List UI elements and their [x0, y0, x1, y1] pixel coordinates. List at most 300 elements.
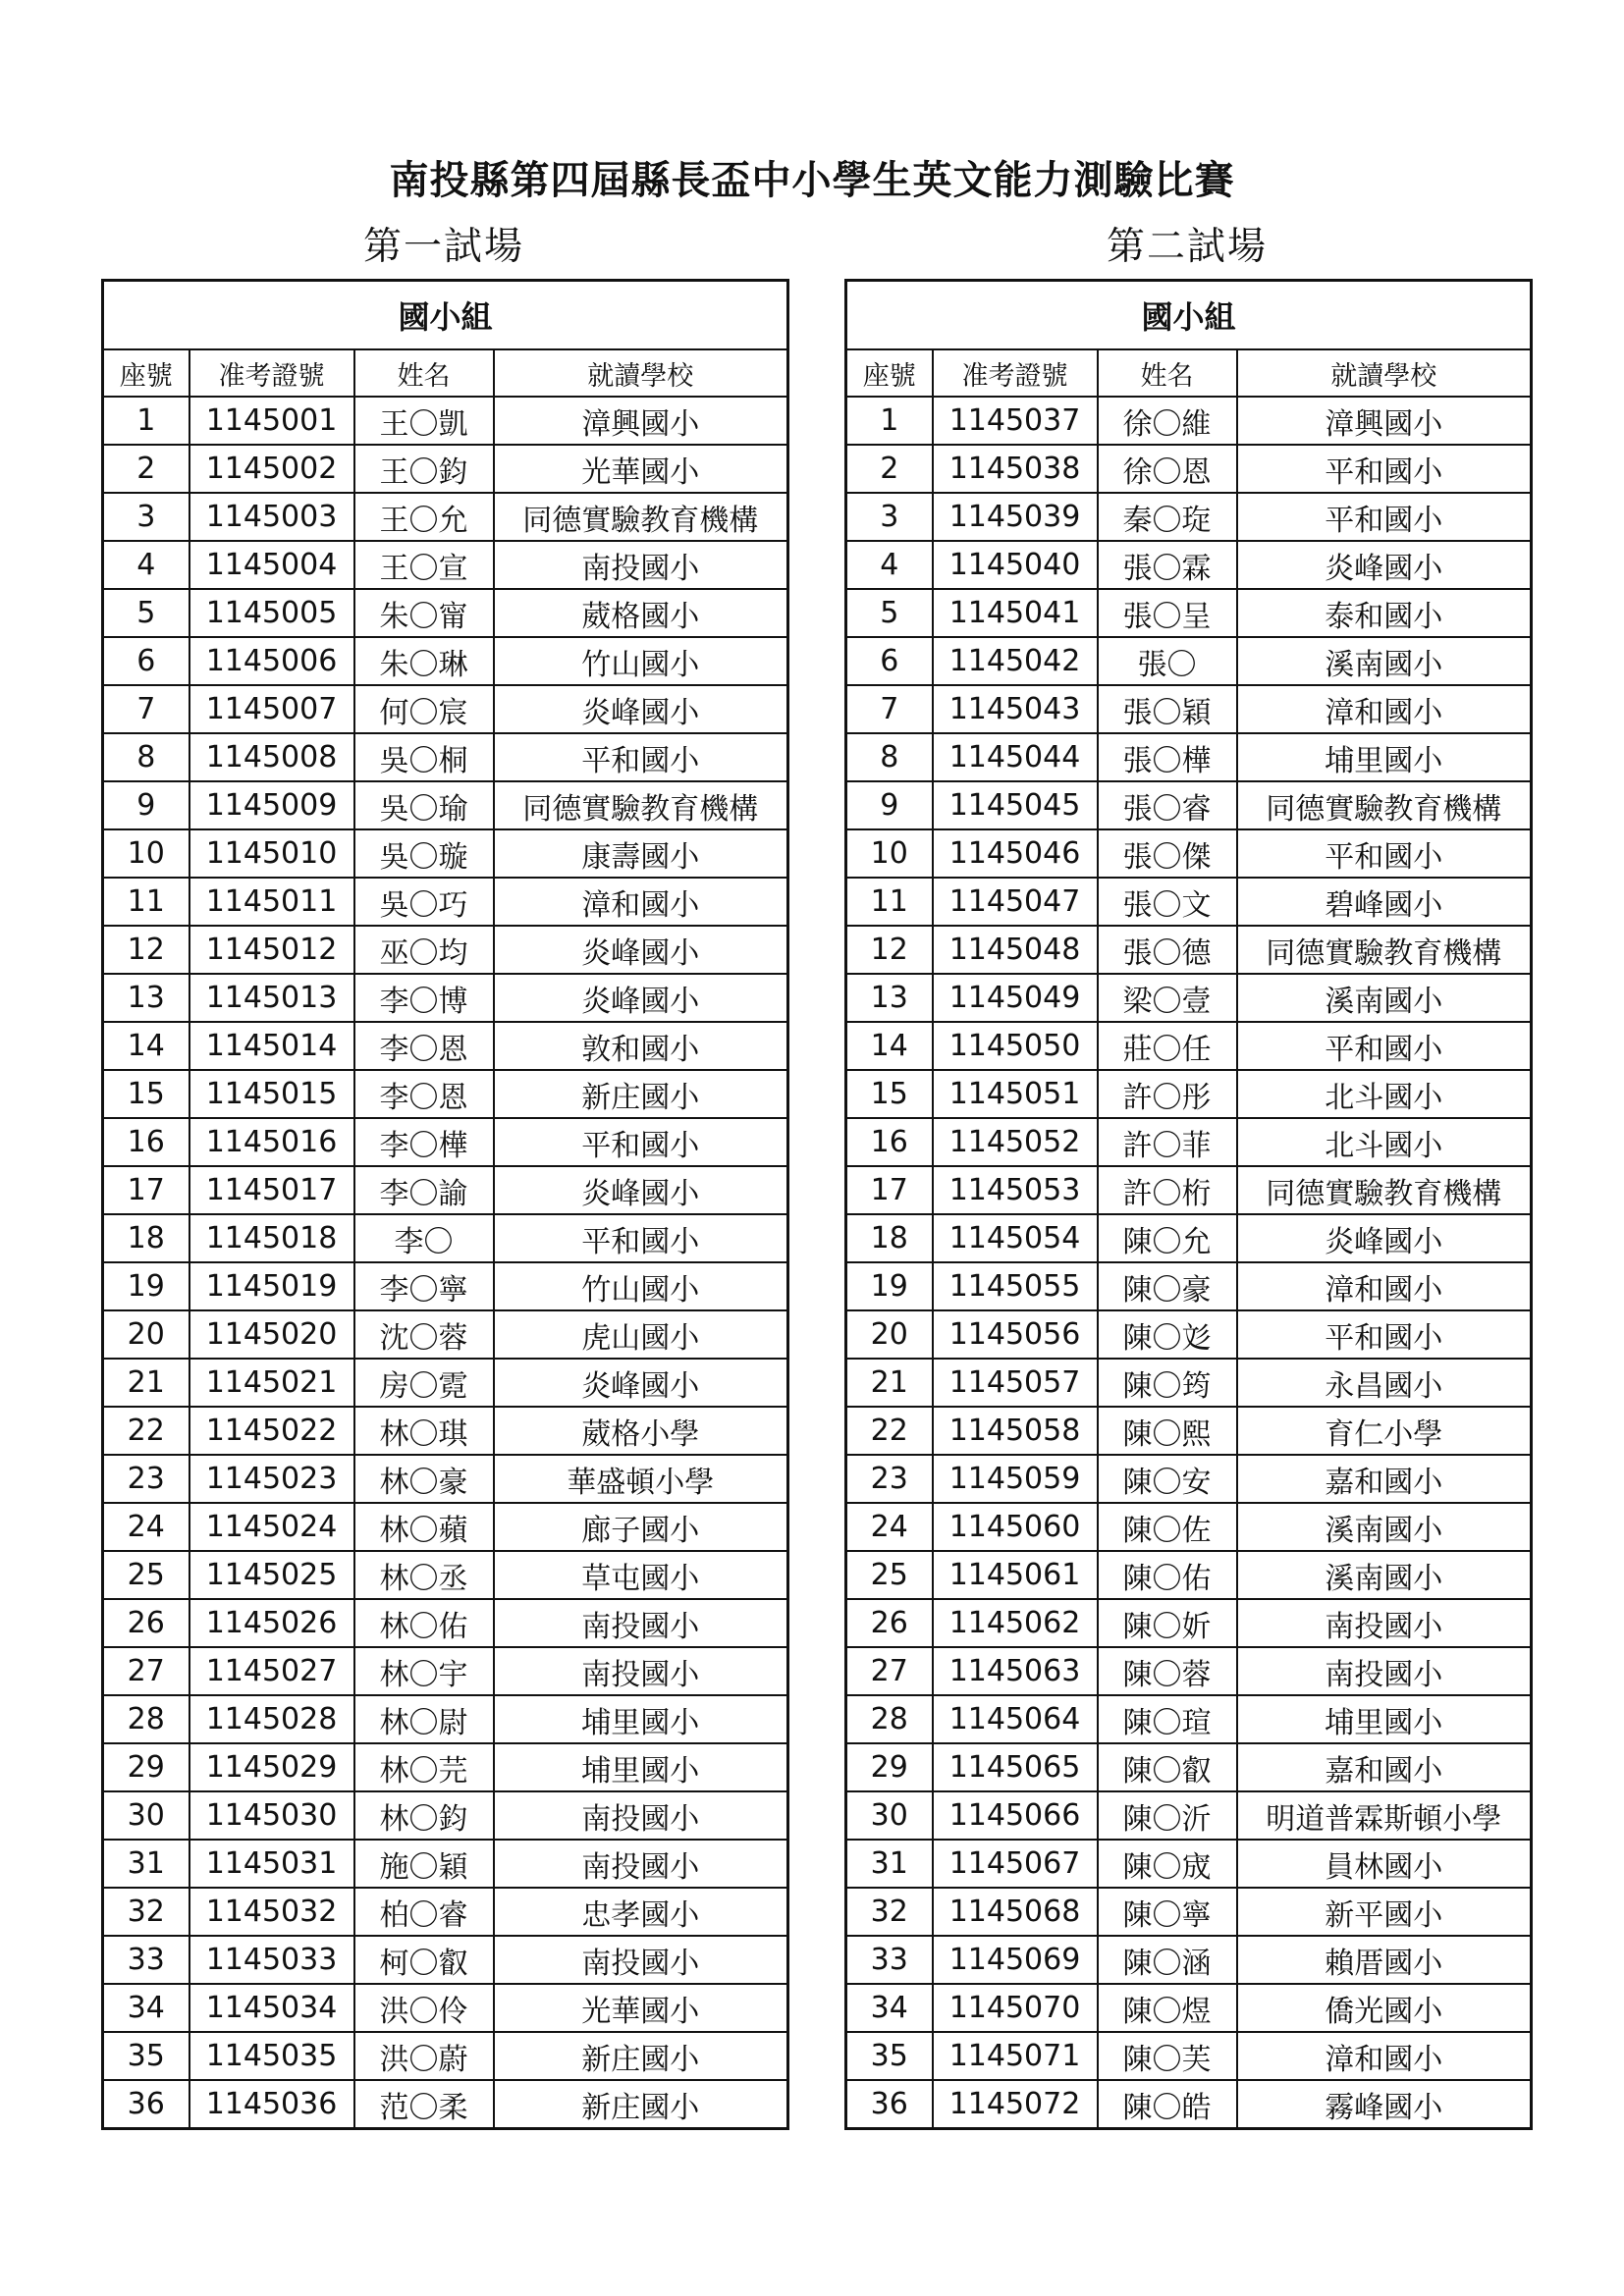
table-row — [103, 781, 788, 829]
exam-id-cell: 1145002 — [189, 445, 354, 493]
group-heading: 國小組 — [103, 281, 788, 350]
exam-id-cell: 1145005 — [189, 589, 354, 637]
school-cell: 溪南國小 — [1237, 637, 1532, 685]
table-row — [103, 1359, 788, 1407]
table-row — [846, 1647, 1532, 1695]
school-cell: 炎峰國小 — [494, 1166, 788, 1214]
seat-number-cell: 30 — [103, 1791, 189, 1840]
exam-id-cell: 1145006 — [189, 637, 354, 685]
table-row — [846, 637, 1532, 685]
student-name-cell: 許〇彤 — [1098, 1070, 1237, 1118]
school-cell: 漳和國小 — [1237, 2032, 1532, 2080]
table-row — [846, 1262, 1532, 1310]
school-cell: 廊子國小 — [494, 1503, 788, 1551]
seat-number-cell: 3 — [103, 493, 189, 541]
table-row — [846, 2080, 1532, 2129]
school-cell: 南投國小 — [1237, 1647, 1532, 1695]
table-row — [103, 2032, 788, 2080]
student-name-cell: 李〇諭 — [354, 1166, 494, 1214]
table-row — [103, 1503, 788, 1551]
table-row — [846, 781, 1532, 829]
table-row — [846, 1022, 1532, 1070]
table-row — [846, 974, 1532, 1022]
school-cell: 僑光國小 — [1237, 1984, 1532, 2032]
exam-id-cell: 1145021 — [189, 1359, 354, 1407]
student-name-cell: 張〇霖 — [1098, 541, 1237, 589]
table-row — [103, 1599, 788, 1647]
table-row — [846, 1310, 1532, 1359]
student-name-cell: 李〇寧 — [354, 1262, 494, 1310]
school-cell: 平和國小 — [494, 1118, 788, 1166]
exam-id-cell: 1145062 — [933, 1599, 1098, 1647]
exam-id-cell: 1145027 — [189, 1647, 354, 1695]
school-cell: 草屯國小 — [494, 1551, 788, 1599]
table-row — [103, 1070, 788, 1118]
student-name-cell: 張〇德 — [1098, 926, 1237, 974]
student-name-cell: 許〇菲 — [1098, 1118, 1237, 1166]
venue-1-table — [101, 279, 789, 2130]
student-name-cell: 何〇宸 — [354, 685, 494, 733]
exam-id-cell: 1145047 — [933, 878, 1098, 926]
table-row — [846, 733, 1532, 781]
seat-number-cell: 13 — [103, 974, 189, 1022]
school-cell: 埔里國小 — [494, 1743, 788, 1791]
table-row — [846, 1599, 1532, 1647]
seat-number-cell: 32 — [103, 1888, 189, 1936]
exam-id-cell: 1145028 — [189, 1695, 354, 1743]
exam-id-cell: 1145018 — [189, 1214, 354, 1262]
school-cell: 虎山國小 — [494, 1310, 788, 1359]
seat-number-cell: 8 — [103, 733, 189, 781]
school-cell: 漳興國小 — [1237, 397, 1532, 445]
seat-number-cell: 1 — [846, 397, 933, 445]
student-name-cell: 陳〇彣 — [1098, 1310, 1237, 1359]
student-name-cell: 徐〇維 — [1098, 397, 1237, 445]
exam-id-cell: 1145069 — [933, 1936, 1098, 1984]
seat-number-cell: 19 — [103, 1262, 189, 1310]
student-name-cell: 張〇 — [1098, 637, 1237, 685]
table-row — [103, 926, 788, 974]
seat-number-cell: 20 — [103, 1310, 189, 1359]
seat-number-cell: 21 — [846, 1359, 933, 1407]
exam-id-cell: 1145039 — [933, 493, 1098, 541]
student-name-cell: 李〇博 — [354, 974, 494, 1022]
student-name-cell: 王〇允 — [354, 493, 494, 541]
seat-number-cell: 20 — [846, 1310, 933, 1359]
school-cell: 南投國小 — [494, 541, 788, 589]
table-row — [846, 926, 1532, 974]
student-name-cell: 王〇宣 — [354, 541, 494, 589]
seat-number-cell: 32 — [846, 1888, 933, 1936]
table-row — [103, 1695, 788, 1743]
student-name-cell: 陳〇寧 — [1098, 1888, 1237, 1936]
column-header-seat: 座號 — [103, 349, 189, 397]
exam-id-cell: 1145041 — [933, 589, 1098, 637]
student-name-cell: 陳〇涵 — [1098, 1936, 1237, 1984]
table-row — [103, 1118, 788, 1166]
table-row — [103, 733, 788, 781]
table-row — [103, 1310, 788, 1359]
student-name-cell: 林〇宇 — [354, 1647, 494, 1695]
school-cell: 南投國小 — [494, 1791, 788, 1840]
student-name-cell: 陳〇熙 — [1098, 1407, 1237, 1455]
school-cell: 炎峰國小 — [494, 974, 788, 1022]
student-name-cell: 陳〇宬 — [1098, 1840, 1237, 1888]
table-row — [103, 445, 788, 493]
column-header-school: 就讀學校 — [1237, 349, 1532, 397]
school-cell: 竹山國小 — [494, 637, 788, 685]
exam-id-cell: 1145051 — [933, 1070, 1098, 1118]
exam-id-cell: 1145017 — [189, 1166, 354, 1214]
seat-number-cell: 11 — [846, 878, 933, 926]
exam-id-cell: 1145068 — [933, 1888, 1098, 1936]
table-row — [846, 2032, 1532, 2080]
exam-id-cell: 1145023 — [189, 1455, 354, 1503]
table-row — [103, 685, 788, 733]
student-name-cell: 房〇霓 — [354, 1359, 494, 1407]
student-name-cell: 張〇睿 — [1098, 781, 1237, 829]
exam-id-cell: 1145055 — [933, 1262, 1098, 1310]
exam-id-cell: 1145032 — [189, 1888, 354, 1936]
exam-id-cell: 1145009 — [189, 781, 354, 829]
seat-number-cell: 6 — [103, 637, 189, 685]
student-name-cell: 林〇鈞 — [354, 1791, 494, 1840]
student-name-cell: 柯〇叡 — [354, 1936, 494, 1984]
seat-number-cell: 23 — [103, 1455, 189, 1503]
exam-id-cell: 1145072 — [933, 2080, 1098, 2129]
school-cell: 炎峰國小 — [1237, 541, 1532, 589]
school-cell: 埔里國小 — [1237, 1695, 1532, 1743]
student-name-cell: 林〇丞 — [354, 1551, 494, 1599]
table-row — [846, 493, 1532, 541]
student-name-cell: 王〇鈞 — [354, 445, 494, 493]
exam-id-cell: 1145024 — [189, 1503, 354, 1551]
table-row — [846, 1118, 1532, 1166]
table-row — [846, 445, 1532, 493]
exam-id-cell: 1145007 — [189, 685, 354, 733]
table-row — [103, 589, 788, 637]
seat-number-cell: 24 — [103, 1503, 189, 1551]
seat-number-cell: 23 — [846, 1455, 933, 1503]
exam-id-cell: 1145014 — [189, 1022, 354, 1070]
seat-number-cell: 15 — [846, 1070, 933, 1118]
school-cell: 光華國小 — [494, 445, 788, 493]
seat-number-cell: 31 — [103, 1840, 189, 1888]
seat-number-cell: 27 — [103, 1647, 189, 1695]
school-cell: 葳格國小 — [494, 589, 788, 637]
table-row — [103, 1936, 788, 1984]
school-cell: 南投國小 — [1237, 1599, 1532, 1647]
school-cell: 華盛頓小學 — [494, 1455, 788, 1503]
school-cell: 碧峰國小 — [1237, 878, 1532, 926]
exam-id-cell: 1145016 — [189, 1118, 354, 1166]
student-name-cell: 陳〇佐 — [1098, 1503, 1237, 1551]
school-cell: 同德實驗教育機構 — [1237, 781, 1532, 829]
table-row — [103, 1840, 788, 1888]
student-name-cell: 吳〇瑜 — [354, 781, 494, 829]
exam-id-cell: 1145035 — [189, 2032, 354, 2080]
school-cell: 炎峰國小 — [494, 685, 788, 733]
student-name-cell: 洪〇伶 — [354, 1984, 494, 2032]
exam-id-cell: 1145001 — [189, 397, 354, 445]
seat-number-cell: 9 — [846, 781, 933, 829]
table-row — [103, 1743, 788, 1791]
table-row — [846, 1070, 1532, 1118]
student-name-cell: 林〇豪 — [354, 1455, 494, 1503]
student-name-cell: 張〇文 — [1098, 878, 1237, 926]
seat-number-cell: 35 — [846, 2032, 933, 2080]
school-cell: 南投國小 — [494, 1840, 788, 1888]
school-cell: 漳和國小 — [1237, 1262, 1532, 1310]
table-row — [846, 1840, 1532, 1888]
student-name-cell: 李〇 — [354, 1214, 494, 1262]
exam-id-cell: 1145034 — [189, 1984, 354, 2032]
student-name-cell: 林〇蘋 — [354, 1503, 494, 1551]
exam-id-cell: 1145060 — [933, 1503, 1098, 1551]
school-cell: 漳和國小 — [1237, 685, 1532, 733]
column-header-name: 姓名 — [1098, 349, 1237, 397]
school-cell: 平和國小 — [1237, 493, 1532, 541]
seat-number-cell: 11 — [103, 878, 189, 926]
exam-id-cell: 1145019 — [189, 1262, 354, 1310]
student-name-cell: 朱〇琳 — [354, 637, 494, 685]
exam-id-cell: 1145010 — [189, 829, 354, 878]
school-cell: 北斗國小 — [1237, 1070, 1532, 1118]
seat-number-cell: 4 — [103, 541, 189, 589]
table-row — [846, 1888, 1532, 1936]
seat-number-cell: 4 — [846, 541, 933, 589]
exam-id-cell: 1145044 — [933, 733, 1098, 781]
seat-number-cell: 18 — [103, 1214, 189, 1262]
table-row — [846, 541, 1532, 589]
exam-id-cell: 1145038 — [933, 445, 1098, 493]
seat-number-cell: 34 — [103, 1984, 189, 2032]
exam-id-cell: 1145057 — [933, 1359, 1098, 1407]
school-cell: 平和國小 — [1237, 445, 1532, 493]
school-cell: 同德實驗教育機構 — [494, 493, 788, 541]
exam-id-cell: 1145053 — [933, 1166, 1098, 1214]
student-name-cell: 李〇恩 — [354, 1022, 494, 1070]
school-cell: 新平國小 — [1237, 1888, 1532, 1936]
seat-number-cell: 5 — [103, 589, 189, 637]
seat-number-cell: 1 — [103, 397, 189, 445]
exam-id-cell: 1145008 — [189, 733, 354, 781]
school-cell: 溪南國小 — [1237, 974, 1532, 1022]
student-name-cell: 林〇芫 — [354, 1743, 494, 1791]
exam-id-cell: 1145056 — [933, 1310, 1098, 1359]
seat-number-cell: 6 — [846, 637, 933, 685]
seat-number-cell: 29 — [846, 1743, 933, 1791]
exam-id-cell: 1145071 — [933, 2032, 1098, 2080]
exam-id-cell: 1145025 — [189, 1551, 354, 1599]
table-row — [103, 829, 788, 878]
seat-number-cell: 22 — [846, 1407, 933, 1455]
table-row — [846, 1214, 1532, 1262]
exam-id-cell: 1145036 — [189, 2080, 354, 2129]
exam-id-cell: 1145042 — [933, 637, 1098, 685]
school-cell: 南投國小 — [494, 1599, 788, 1647]
school-cell: 賴厝國小 — [1237, 1936, 1532, 1984]
school-cell: 溪南國小 — [1237, 1551, 1532, 1599]
table-row — [846, 397, 1532, 445]
student-name-cell: 洪〇蔚 — [354, 2032, 494, 2080]
column-header-seat: 座號 — [846, 349, 933, 397]
table-row — [846, 1407, 1532, 1455]
school-cell: 康壽國小 — [494, 829, 788, 878]
seat-number-cell: 25 — [846, 1551, 933, 1599]
exam-id-cell: 1145064 — [933, 1695, 1098, 1743]
student-name-cell: 沈〇蓉 — [354, 1310, 494, 1359]
student-name-cell: 朱〇甯 — [354, 589, 494, 637]
school-cell: 埔里國小 — [494, 1695, 788, 1743]
seat-number-cell: 22 — [103, 1407, 189, 1455]
school-cell: 永昌國小 — [1237, 1359, 1532, 1407]
seat-number-cell: 24 — [846, 1503, 933, 1551]
school-cell: 炎峰國小 — [494, 1359, 788, 1407]
seat-number-cell: 29 — [103, 1743, 189, 1791]
student-name-cell: 陳〇皓 — [1098, 2080, 1237, 2129]
seat-number-cell: 5 — [846, 589, 933, 637]
student-name-cell: 吳〇璇 — [354, 829, 494, 878]
seat-number-cell: 36 — [103, 2080, 189, 2129]
student-name-cell: 陳〇筠 — [1098, 1359, 1237, 1407]
student-name-cell: 陳〇煜 — [1098, 1984, 1237, 2032]
table-row — [846, 1936, 1532, 1984]
school-cell: 漳和國小 — [494, 878, 788, 926]
student-name-cell: 林〇佑 — [354, 1599, 494, 1647]
seat-number-cell: 8 — [846, 733, 933, 781]
exam-id-cell: 1145058 — [933, 1407, 1098, 1455]
student-name-cell: 陳〇豪 — [1098, 1262, 1237, 1310]
table-row — [846, 1359, 1532, 1407]
group-heading: 國小組 — [846, 281, 1532, 350]
school-cell: 平和國小 — [1237, 1022, 1532, 1070]
seat-number-cell: 28 — [846, 1695, 933, 1743]
exam-id-cell: 1145040 — [933, 541, 1098, 589]
exam-id-cell: 1145065 — [933, 1743, 1098, 1791]
student-name-cell: 張〇樺 — [1098, 733, 1237, 781]
seat-number-cell: 10 — [846, 829, 933, 878]
table-row — [103, 1647, 788, 1695]
seat-number-cell: 7 — [846, 685, 933, 733]
student-name-cell: 吳〇桐 — [354, 733, 494, 781]
table-row — [103, 1407, 788, 1455]
student-name-cell: 陳〇允 — [1098, 1214, 1237, 1262]
school-cell: 員林國小 — [1237, 1840, 1532, 1888]
exam-id-cell: 1145031 — [189, 1840, 354, 1888]
table-row — [103, 878, 788, 926]
seat-number-cell: 16 — [103, 1118, 189, 1166]
exam-id-cell: 1145026 — [189, 1599, 354, 1647]
exam-id-cell: 1145061 — [933, 1551, 1098, 1599]
exam-id-cell: 1145004 — [189, 541, 354, 589]
school-cell: 嘉和國小 — [1237, 1455, 1532, 1503]
school-cell: 同德實驗教育機構 — [1237, 926, 1532, 974]
seat-number-cell: 15 — [103, 1070, 189, 1118]
seat-number-cell: 36 — [846, 2080, 933, 2129]
exam-id-cell: 1145070 — [933, 1984, 1098, 2032]
exam-id-cell: 1145030 — [189, 1791, 354, 1840]
exam-id-cell: 1145022 — [189, 1407, 354, 1455]
table-row — [103, 637, 788, 685]
student-name-cell: 陳〇佑 — [1098, 1551, 1237, 1599]
student-name-cell: 陳〇叡 — [1098, 1743, 1237, 1791]
table-row — [103, 1984, 788, 2032]
school-cell: 漳興國小 — [494, 397, 788, 445]
student-name-cell: 秦〇琁 — [1098, 493, 1237, 541]
seat-number-cell: 27 — [846, 1647, 933, 1695]
seat-number-cell: 28 — [103, 1695, 189, 1743]
seat-number-cell: 35 — [103, 2032, 189, 2080]
table-row — [846, 685, 1532, 733]
school-cell: 平和國小 — [494, 1214, 788, 1262]
seat-number-cell: 18 — [846, 1214, 933, 1262]
school-cell: 平和國小 — [494, 733, 788, 781]
school-cell: 炎峰國小 — [494, 926, 788, 974]
exam-id-cell: 1145015 — [189, 1070, 354, 1118]
table-row — [103, 1166, 788, 1214]
table-row — [846, 1984, 1532, 2032]
student-name-cell: 陳〇沂 — [1098, 1791, 1237, 1840]
exam-id-cell: 1145046 — [933, 829, 1098, 878]
exam-id-cell: 1145066 — [933, 1791, 1098, 1840]
column-header-exam-id: 准考證號 — [933, 349, 1098, 397]
column-header-school: 就讀學校 — [494, 349, 788, 397]
seat-number-cell: 14 — [103, 1022, 189, 1070]
seat-number-cell: 17 — [846, 1166, 933, 1214]
student-name-cell: 李〇樺 — [354, 1118, 494, 1166]
exam-id-cell: 1145033 — [189, 1936, 354, 1984]
table-row — [103, 1888, 788, 1936]
school-cell: 育仁小學 — [1237, 1407, 1532, 1455]
school-cell: 同德實驗教育機構 — [1237, 1166, 1532, 1214]
student-name-cell: 張〇穎 — [1098, 685, 1237, 733]
exam-id-cell: 1145029 — [189, 1743, 354, 1791]
seat-number-cell: 34 — [846, 1984, 933, 2032]
school-cell: 埔里國小 — [1237, 733, 1532, 781]
school-cell: 明道普霖斯頓小學 — [1237, 1791, 1532, 1840]
student-name-cell: 陳〇安 — [1098, 1455, 1237, 1503]
school-cell: 新庄國小 — [494, 2080, 788, 2129]
table-row — [846, 829, 1532, 878]
exam-id-cell: 1145054 — [933, 1214, 1098, 1262]
table-row — [846, 1455, 1532, 1503]
exam-id-cell: 1145003 — [189, 493, 354, 541]
venue-2-table — [844, 279, 1533, 2130]
school-cell: 竹山國小 — [494, 1262, 788, 1310]
table-row — [846, 878, 1532, 926]
student-name-cell: 陳〇芙 — [1098, 2032, 1237, 2080]
exam-id-cell: 1145020 — [189, 1310, 354, 1359]
student-name-cell: 張〇呈 — [1098, 589, 1237, 637]
school-cell: 北斗國小 — [1237, 1118, 1532, 1166]
school-cell: 嘉和國小 — [1237, 1743, 1532, 1791]
student-name-cell: 李〇恩 — [354, 1070, 494, 1118]
school-cell: 霧峰國小 — [1237, 2080, 1532, 2129]
school-cell: 同德實驗教育機構 — [494, 781, 788, 829]
exam-id-cell: 1145050 — [933, 1022, 1098, 1070]
school-cell: 新庄國小 — [494, 2032, 788, 2080]
student-name-cell: 陳〇瑄 — [1098, 1695, 1237, 1743]
seat-number-cell: 21 — [103, 1359, 189, 1407]
exam-id-cell: 1145013 — [189, 974, 354, 1022]
exam-id-cell: 1145048 — [933, 926, 1098, 974]
table-row — [103, 397, 788, 445]
seat-number-cell: 2 — [846, 445, 933, 493]
column-header-exam-id: 准考證號 — [189, 349, 354, 397]
table-row — [846, 1695, 1532, 1743]
seat-number-cell: 16 — [846, 1118, 933, 1166]
